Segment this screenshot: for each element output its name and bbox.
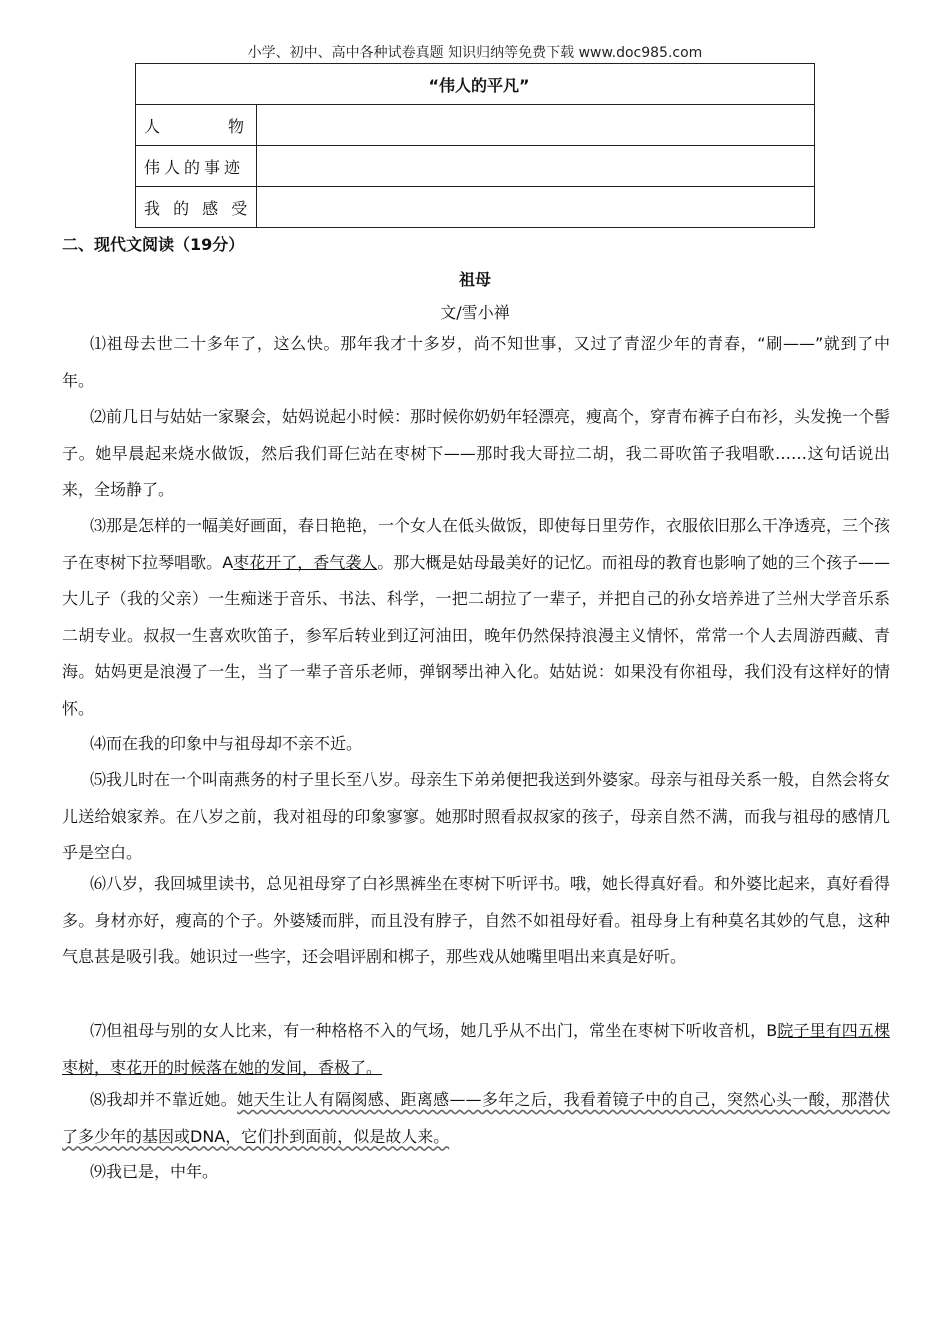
paragraph-8-text: ⑻我却并不靠近她。 — [90, 1090, 238, 1109]
paragraph-3 — [62, 508, 890, 727]
paragraph-4: ⑷而在我的印象中与祖母却不亲不近。 — [90, 734, 363, 753]
paragraph-7-text: ⑺但祖母与别的女人比来，有一种格格不入的气场，她几乎从不出门，常坐在枣树下听收音机，B — [90, 1021, 778, 1040]
paragraph-6: ⑹八岁，我回城里读书，总见祖母穿了白衫黑裤坐在枣树下听评书。哦，她长得真好看。和外婆比起来，真好看得多。身材亦好，瘦高的个子。外婆矮而胖，而且没有脖子，自然不如祖母好看。祖母身上有种莫名其妙的气息，这种气息甚是吸引我。她识过一些字，还会唱评剧和梆子，那些戏从她嘴里唱出来真是好听。 — [62, 874, 891, 966]
article-author: 文/雪小禅 — [440, 303, 510, 322]
great-people-table — [135, 63, 815, 228]
table-row — [136, 105, 815, 146]
paragraph-3-text-a: ⑶那是怎样的一幅美好画面，春日艳艳，一个女人在低头做饭，即使每日里劳作，衣服依旧那么干净透亮，三个孩子在枣树下拉琴唱歌。A — [62, 516, 891, 572]
wavy-underlined-passage: 她天生让人有隔阂感、距离感——多年之后，我看着镜子中的自己，突然心头一酸，那潜伏了多少年的基因或DNA，它们扑到面前，似是故人来。 — [62, 1090, 890, 1146]
row-label-person: 人 物 — [136, 105, 257, 146]
row-value-feelings[interactable] — [257, 187, 815, 228]
paragraph-5: ⑸我儿时在一个叫南燕务的村子里长至八岁。母亲生下弟弟便把我送到外婆家。母亲与祖母关系一般，自然会将女儿送给娘家养。在八岁之前，我对祖母的印象寥寥。她那时照看叔叔家的孩子，母亲自然不满，而我与祖母的感情几乎是空白。 — [62, 770, 891, 862]
paragraph-8 — [62, 1082, 890, 1155]
row-label-deeds: 伟人的事迹 — [136, 146, 257, 187]
row-value-person[interactable] — [257, 105, 815, 146]
paragraph-9: ⑼我已是，中年。 — [90, 1162, 219, 1181]
paragraph-2: ⑵前几日与姑姑一家聚会，姑妈说起小时候：那时候你奶奶年轻漂亮，瘦高个，穿青布裤子白布衫，头发挽一个髻子。她早晨起来烧水做饭，然后我们哥仨站在枣树下——那时我大哥拉二胡，我二哥吹笛子我唱歌……这句话说出来，全场静了。 — [62, 407, 891, 499]
paragraph-1: ⑴祖母去世二十多年了，这么快。那年我才十多岁，尚不知世事，又过了青涩少年的青春，“刷——”就到了中年。 — [62, 334, 890, 390]
row-value-deeds[interactable] — [257, 146, 815, 187]
underlined-sentence-b: 院子里有四五棵枣树，枣花开的时候落在她的发间，香极了。 — [62, 1021, 890, 1077]
underlined-sentence-a: 枣花开了，香气袭人 — [233, 552, 378, 572]
paragraph-3-text-b: 。那大概是姑母最美好的记忆。而祖母的教育也影响了她的三个孩子——大儿子（我的父亲）一生痴迷于音乐、书法、科学，一把二胡拉了一辈子，并把自己的孙女培养进了兰州大学音乐系二胡专业。叔叔一生喜欢吹笛子，参军后转业到辽河油田，晚年仍然保持浪漫主义情怀，常常一个人去周游西藏、青海。姑妈更是浪漫了一生，当了一辈子音乐老师，弹钢琴出神入化。姑姑说：如果没有你祖母，我们没有这样好的情怀。 — [62, 552, 890, 718]
row-label-feelings: 我 的 感 受 — [136, 187, 257, 228]
table-row — [136, 187, 815, 228]
section-title: 二、现代文阅读（19分） — [62, 235, 245, 254]
table-title: “伟人的平凡” — [136, 64, 815, 105]
paragraph-7 — [62, 1013, 890, 1086]
page-header: 小学、初中、高中各种试卷真题 知识归纳等免费下载 www.doc985.com — [247, 45, 703, 61]
table-row — [136, 146, 815, 187]
article-title: 祖母 — [458, 270, 491, 289]
